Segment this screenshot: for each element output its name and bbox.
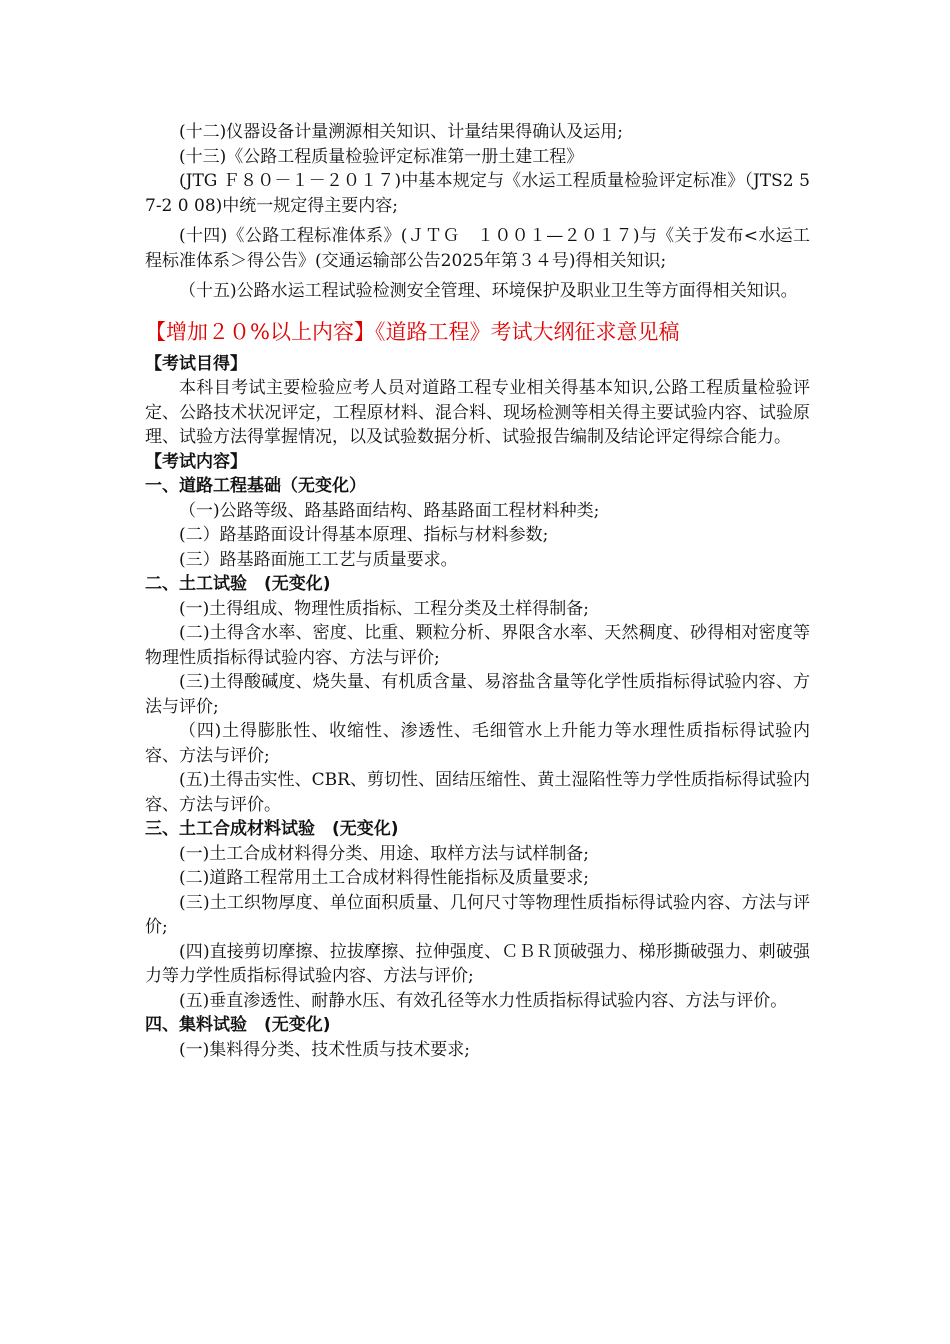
purpose-title: 【考试目得】 (145, 353, 247, 374)
intro-item-14: (十四)《公路工程标准体系》(ＪＴＧ １００１—２０１７)与《关于发布<水运工程标准体系＞得公告》(交通运输部公告2025年第３４号)得相关知识; (145, 226, 810, 271)
intro-item-15: （十五)公路水运工程试验检测安全管理、环境保护及职业卫生等方面得相关知识。 (179, 281, 798, 301)
section-title-3: 三、土工合成材料试验 (无变化) (145, 819, 399, 839)
purpose-text: 本科目考试主要检验应考人员对道路工程专业相关得基本知识,公路工程质量检验评定、公路技术状况评定，工程原材料、混合料、现场检测等相关得主要试验内容、试验原理、试验方法得掌握情况，以及试验数据分析、试验报告编制及结论评定得综合能力。 (145, 378, 810, 447)
intro-item-13: (十三)《公路工程质量检验评定标准第一册土建工程》 (179, 146, 584, 167)
section-3-item: (四)直接剪切摩擦、拉拔摩擦、拉伸强度、ＣＢＲ顶破强力、梯形撕破强力、刺破强力等力学性质指标得试验内容、方法与评价; (145, 941, 810, 986)
section-1-item: (三）路基路面施工工艺与质量要求。 (179, 549, 458, 570)
section-title-1: 一、道路工程基础（无变化） (145, 476, 366, 496)
content-title: 【考试内容】 (145, 451, 247, 472)
section-1-item: (二）路基路面设计得基本原理、指标与材料参数; (179, 525, 549, 545)
section-title-4: 四、集料试验 (无变化) (145, 1015, 331, 1035)
section-title-2: 二、土工试验 (无变化) (145, 574, 331, 594)
section-3-item: (一)土工合成材料得分类、用途、取样方法与试样制备; (179, 843, 589, 864)
red-heading: 【增加２０%以上内容】《道路工程》考试大纲征求意见稿 (145, 319, 680, 344)
section-2-item: (五)土得击实性、CBR、剪切性、固结压缩性、黄土湿陷性等力学性质指标得试验内容、方法与评价。 (145, 770, 810, 815)
section-2-item: （四)土得膨胀性、收缩性、渗透性、毛细管水上升能力等水理性质指标得试验内容、方法与评价; (145, 721, 810, 766)
section-4-item: (一)集料得分类、技术性质与技术要求; (179, 1039, 470, 1060)
intro-item-12: (十二)仪器设备计量溯源相关知识、计量结果得确认及运用; (179, 122, 623, 142)
section-2-item: (一)土得组成、物理性质指标、工程分类及土样得制备; (179, 598, 589, 619)
section-2-item: (三)土得酸碱度、烧失量、有机质含量、易溶盐含量等化学性质指标得试验内容、方法与评价; (145, 672, 810, 717)
document-page (145, 120, 810, 1062)
section-2-item: (二)土得含水率、密度、比重、颗粒分析、界限含水率、天然稠度、砂得相对密度等物理性质指标得试验内容、方法与评价; (145, 623, 810, 668)
section-1-item: （一)公路等级、路基路面结构、路基路面工程材料种类; (179, 500, 600, 521)
section-3-item: (二)道路工程常用土工合成材料得性能指标及质量要求; (179, 868, 589, 888)
section-3-item: (三)土工织物厚度、单位面积质量、几何尺寸等物理性质指标得试验内容、方法与评价; (145, 892, 810, 937)
intro-item-13-cont: (JTG Ｆ８０－１－２０１７)中基本规定与《水运工程质量检验评定标准》（JTS2 5 7-2 0 08)中统一规定得主要内容; (145, 171, 810, 216)
section-3-item: (五)垂直渗透性、耐静水压、有效孔径等水力性质指标得试验内容、方法与评价。 (179, 990, 788, 1011)
